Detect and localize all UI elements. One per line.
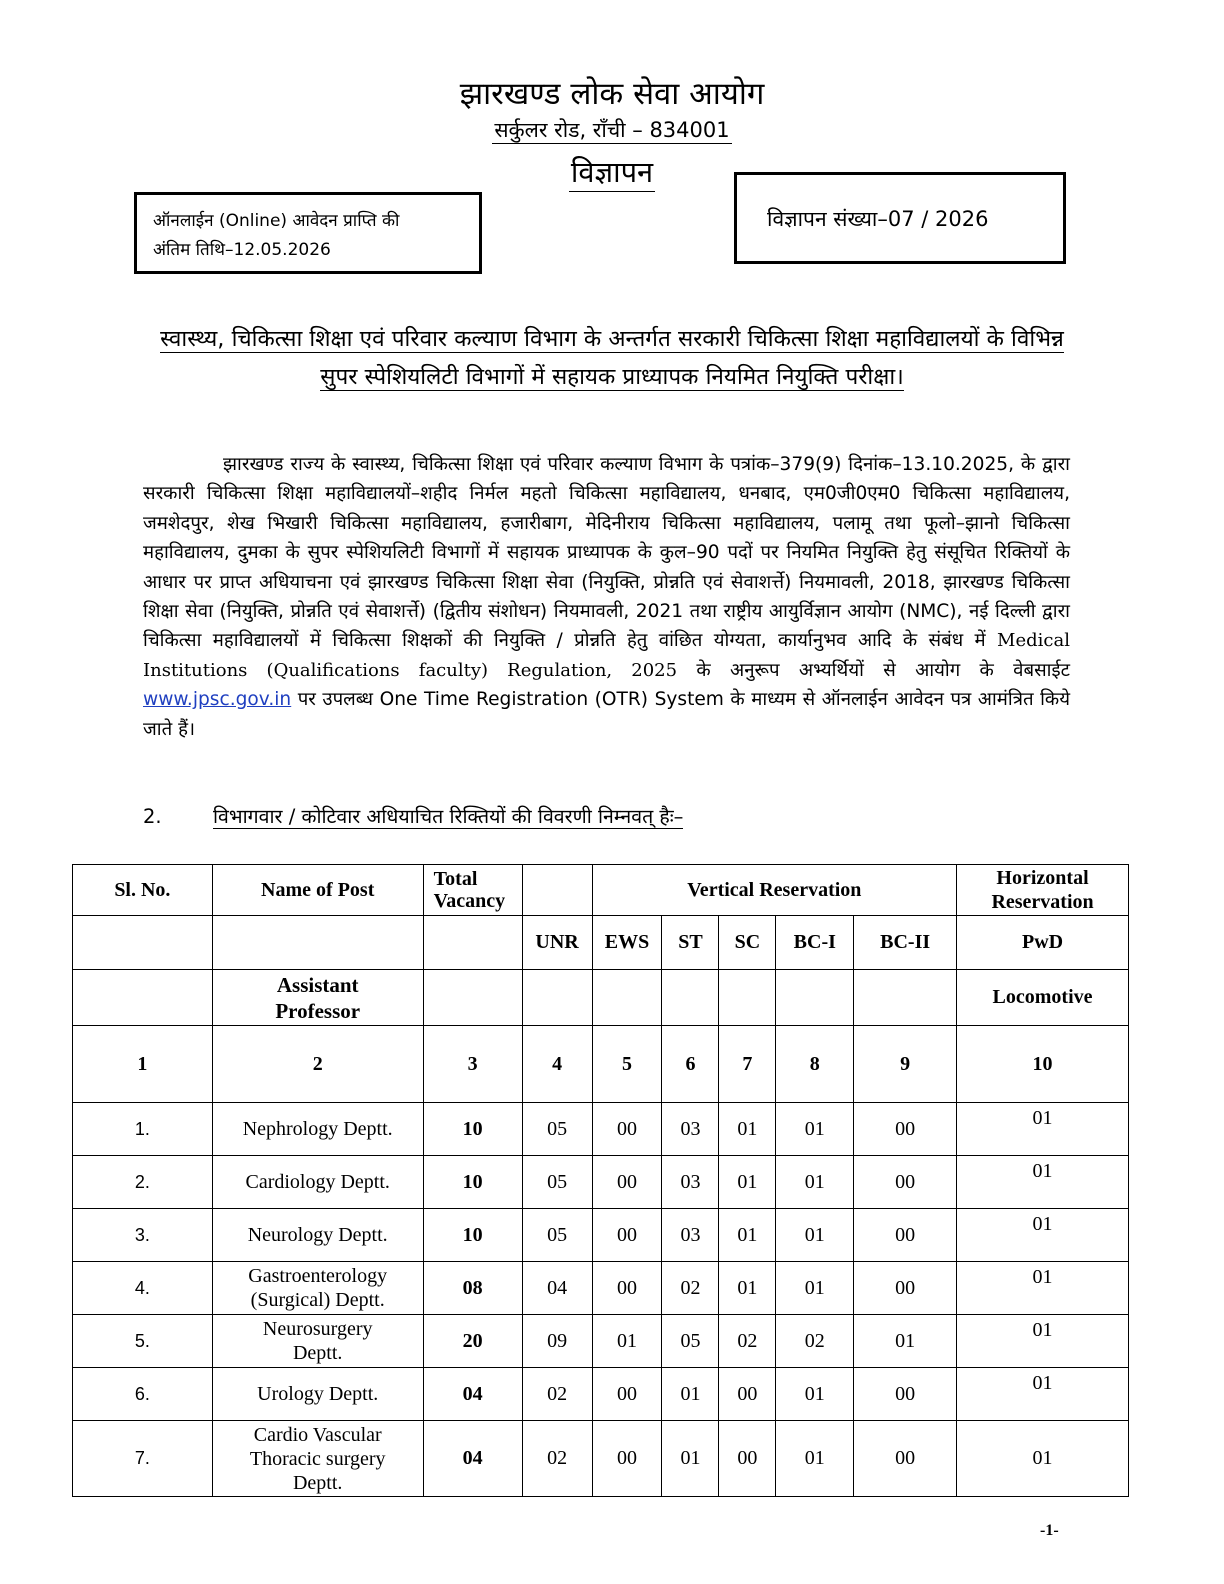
paragraph-part3: के अनुरूप अभ्यर्थियों से आयोग के वेबसाईट — [696, 659, 1070, 681]
table-row — [73, 1368, 1129, 1421]
col-number: 9 — [854, 1026, 957, 1103]
row-ews: 01 — [592, 1315, 662, 1368]
row-total: 20 — [423, 1315, 522, 1368]
paragraph-part1: झारखण्ड राज्य के स्वास्थ्य, चिकित्सा शिक्षा एवं परिवार कल्याण विभाग के पत्रांक–379(9) दिनांक–13.10.2025, के द्वारा सरकारी चिकित्सा शिक्षा महाविद्यालयों–शहीद निर्मल महतो चिकित्सा महाविद्यालय, धनबाद, एम0जी0एम0 चिकित्सा महाविद्यालय, जमशेदपुर, शेख भिखारी चिकित्सा महाविद्यालय, हजारीबाग, मेदिनीराय चिकित्सा महाविद्यालय, पलामू तथा फूलो–झानो चिकित्सा महाविद्यालय, दुमका के सुपर स्पेशियलिटी विभागों में सहायक प्राध्यापक के कुल–90 पदों पर नियमित नियुक्ति हेतु संसूचित रिक्तियों के आधार पर प्राप्त अधियाचना एवं झारखण्ड चिकित्सा शिक्षा सेवा (नियुक्ति, प्रोन्नति एवं सेवाशर्त्ते) नियमावली, 2018, झारखण्ड चिकित्सा शिक्षा सेवा (नियुक्ति, प्रोन्नति एवं सेवाशर्त्ते) (द्वितीय संशोधन) नियमावली, 2021 तथा राष्ट्रीय आयुर्विज्ञान आयोग (NMC), नई दिल्ली द्वारा चिकित्सा महाविद्यालयों में चिकित्सा शिक्षकों की नियुक्ति / प्रोन्नति हेतु वांछित योग्यता, कार्यानुभव आदि के संबंध में — [143, 454, 1070, 652]
row-post: Nephrology Deptt. — [212, 1103, 423, 1156]
row-bc1: 01 — [776, 1209, 854, 1262]
group-empty — [776, 970, 854, 1026]
row-sc: 02 — [719, 1315, 776, 1368]
header-total: Total Vacancy — [423, 865, 522, 916]
paragraph-regulation: Medical Institutions (Qualifications faculty) Regulation, 2025 — [143, 630, 1070, 681]
group-empty — [854, 970, 957, 1026]
row-ews: 00 — [592, 1368, 662, 1421]
table-header-row — [73, 865, 1129, 916]
row-st: 03 — [662, 1209, 719, 1262]
group-empty — [423, 970, 522, 1026]
table-subheader-row — [73, 916, 1129, 970]
row-bc1: 02 — [776, 1315, 854, 1368]
subheader-sc: SC — [719, 916, 776, 970]
row-unr: 04 — [522, 1262, 592, 1315]
header-post: Name of Post — [212, 865, 423, 916]
row-sc: 01 — [719, 1156, 776, 1209]
row-post: Urology Deptt. — [212, 1368, 423, 1421]
row-bc2: 00 — [854, 1103, 957, 1156]
row-st: 01 — [662, 1368, 719, 1421]
row-unr: 05 — [522, 1209, 592, 1262]
row-sl: 4. — [73, 1262, 213, 1315]
row-pwd: 01 — [957, 1156, 1129, 1209]
group-empty — [522, 970, 592, 1026]
website-link[interactable]: www.jpsc.gov.in — [143, 689, 292, 711]
row-sc: 01 — [719, 1262, 776, 1315]
row-unr: 02 — [522, 1421, 592, 1497]
subheader-pwd: PwD — [957, 916, 1129, 970]
section-number: 2. — [143, 805, 162, 828]
col-number: 7 — [719, 1026, 776, 1103]
row-total: 04 — [423, 1368, 522, 1421]
subject-heading — [150, 320, 1074, 396]
subheader-st: ST — [662, 916, 719, 970]
row-sc: 01 — [719, 1103, 776, 1156]
table-row — [73, 1262, 1129, 1315]
post-group-label: Assistant Professor — [212, 970, 423, 1026]
locomotive-label: Locomotive — [957, 970, 1129, 1026]
subheader-unr: UNR — [522, 916, 592, 970]
row-post: Cardio Vascular Thoracic surgery Deptt. — [212, 1421, 423, 1497]
row-total: 10 — [423, 1156, 522, 1209]
table-row — [73, 1315, 1129, 1368]
row-bc1: 01 — [776, 1156, 854, 1209]
deadline-line2: अंतिम तिथि–12.05.2026 — [153, 240, 331, 260]
row-sl: 1. — [73, 1103, 213, 1156]
row-pwd: 01 — [957, 1421, 1129, 1497]
row-ews: 00 — [592, 1209, 662, 1262]
table-post-group-row — [73, 970, 1129, 1026]
row-sc: 00 — [719, 1421, 776, 1497]
col-number: 3 — [423, 1026, 522, 1103]
row-sl: 3. — [73, 1209, 213, 1262]
subheader-bc2: BC-II — [854, 916, 957, 970]
body-paragraph — [143, 450, 1070, 744]
row-bc1: 01 — [776, 1103, 854, 1156]
subheader-empty — [423, 916, 522, 970]
row-unr: 09 — [522, 1315, 592, 1368]
deadline-box — [134, 192, 482, 274]
row-bc2: 01 — [854, 1315, 957, 1368]
row-pwd: 01 — [957, 1315, 1129, 1368]
row-st: 02 — [662, 1262, 719, 1315]
col-number: 2 — [212, 1026, 423, 1103]
subject-text: स्वास्थ्य, चिकित्सा शिक्षा एवं परिवार कल्याण विभाग के अन्तर्गत सरकारी चिकित्सा शिक्षा महाविद्यालयों के विभिन्न सुपर स्पेशियलिटी विभागों में सहायक प्राध्यापक नियमित नियुक्ति परीक्षा। — [160, 326, 1064, 390]
row-unr: 05 — [522, 1156, 592, 1209]
row-bc2: 00 — [854, 1368, 957, 1421]
row-post: Cardiology Deptt. — [212, 1156, 423, 1209]
subheader-empty — [212, 916, 423, 970]
header-vertical: Vertical Reservation — [592, 865, 957, 916]
row-sl: 6. — [73, 1368, 213, 1421]
table-column-number-row — [73, 1026, 1129, 1103]
group-empty — [719, 970, 776, 1026]
vacancy-table — [72, 864, 1129, 1497]
section-heading — [143, 802, 683, 829]
advertisement-number: विज्ञापन संख्या–07 / 2026 — [767, 207, 989, 231]
row-sl: 5. — [73, 1315, 213, 1368]
row-bc2: 00 — [854, 1421, 957, 1497]
row-post: Neurology Deptt. — [212, 1209, 423, 1262]
row-total: 04 — [423, 1421, 522, 1497]
table-row — [73, 1209, 1129, 1262]
group-empty — [662, 970, 719, 1026]
row-bc1: 01 — [776, 1262, 854, 1315]
row-sc: 00 — [719, 1368, 776, 1421]
row-bc1: 01 — [776, 1368, 854, 1421]
row-total: 10 — [423, 1103, 522, 1156]
header-horizontal: Horizontal Reservation — [957, 865, 1129, 916]
row-post: Neurosurgery Deptt. — [212, 1315, 423, 1368]
col-number: 4 — [522, 1026, 592, 1103]
col-number: 10 — [957, 1026, 1129, 1103]
row-ews: 00 — [592, 1103, 662, 1156]
col-number: 8 — [776, 1026, 854, 1103]
organization-title: झारखण्ड लोक सेवा आयोग — [459, 76, 765, 112]
advertisement-text: विज्ञापन — [569, 155, 655, 192]
advertisement-number-box — [734, 172, 1066, 264]
header-empty — [522, 865, 592, 916]
subheader-bc1: BC-I — [776, 916, 854, 970]
group-empty — [592, 970, 662, 1026]
col-number: 5 — [592, 1026, 662, 1103]
row-pwd: 01 — [957, 1103, 1129, 1156]
table-row — [73, 1103, 1129, 1156]
page-number: -1- — [1040, 1522, 1059, 1539]
organization-address — [0, 116, 1224, 144]
row-pwd: 01 — [957, 1262, 1129, 1315]
row-sl: 2. — [73, 1156, 213, 1209]
deadline-line1: ऑनलाईन (Online) आवेदन प्राप्ति की — [153, 211, 400, 231]
row-ews: 00 — [592, 1156, 662, 1209]
row-st: 01 — [662, 1421, 719, 1497]
row-sc: 01 — [719, 1209, 776, 1262]
row-st: 05 — [662, 1315, 719, 1368]
group-empty — [73, 970, 213, 1026]
row-post: Gastroenterology (Surgical) Deptt. — [212, 1262, 423, 1315]
row-pwd: 01 — [957, 1368, 1129, 1421]
row-st: 03 — [662, 1103, 719, 1156]
row-bc1: 01 — [776, 1421, 854, 1497]
row-bc2: 00 — [854, 1156, 957, 1209]
row-unr: 02 — [522, 1368, 592, 1421]
paragraph-part4: पर उपलब्ध One Time Registration (OTR) System के माध्यम से ऑनलाईन आवेदन पत्र आमंत्रित किये जाते हैं। — [143, 689, 1070, 740]
subheader-empty — [73, 916, 213, 970]
row-ews: 00 — [592, 1262, 662, 1315]
row-bc2: 00 — [854, 1209, 957, 1262]
section-title: विभागवार / कोटिवार अधियाचित रिक्तियों की विवरणी निम्नवत् हैः– — [213, 805, 684, 828]
table-row — [73, 1421, 1129, 1497]
row-total: 10 — [423, 1209, 522, 1262]
address-text: सर्कुलर रोड, राँची – 834001 — [494, 118, 730, 142]
row-bc2: 00 — [854, 1262, 957, 1315]
row-total: 08 — [423, 1262, 522, 1315]
col-number: 1 — [73, 1026, 213, 1103]
col-number: 6 — [662, 1026, 719, 1103]
subheader-ews: EWS — [592, 916, 662, 970]
row-pwd: 01 — [957, 1209, 1129, 1262]
row-unr: 05 — [522, 1103, 592, 1156]
header-sl: Sl. No. — [73, 865, 213, 916]
table-row — [73, 1156, 1129, 1209]
row-ews: 00 — [592, 1421, 662, 1497]
row-sl: 7. — [73, 1421, 213, 1497]
row-st: 03 — [662, 1156, 719, 1209]
